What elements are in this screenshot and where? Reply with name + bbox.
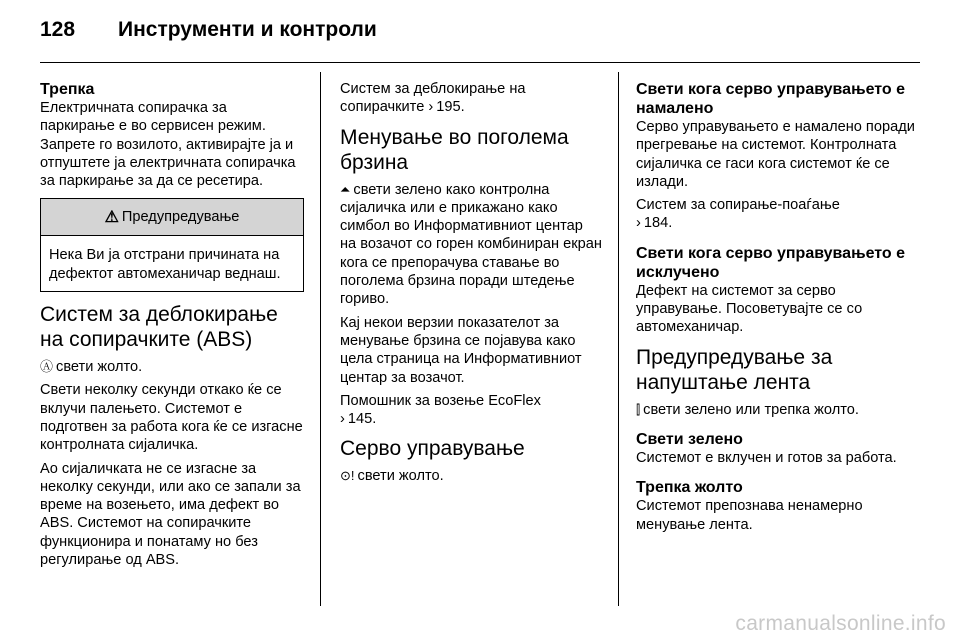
paragraph: [340, 467, 602, 485]
section-heading: Систем за деблокирање на сопирачките (ABS): [40, 303, 278, 352]
column-divider: [618, 72, 619, 606]
paragraph: Кај некои верзии показателот за менување брзина се појавува како цела страница на Информативниот центар за возачот.: [340, 314, 582, 386]
chapter-title: Инструменти и контроли: [118, 18, 377, 41]
paragraph: Свети неколку секунди откако ќе се вклучи палењето. Системот е подготвен за работа кога ќе се изгасне контролната сијаличка.: [40, 382, 303, 454]
lane-departure-icon: ⫿: [636, 401, 641, 417]
warning-title: Предупредување: [121, 209, 240, 226]
page-header: [40, 18, 377, 48]
column-2: [340, 80, 602, 491]
paragraph: [340, 392, 602, 429]
column-3: [636, 80, 922, 539]
paragraph: [636, 196, 922, 233]
paragraph: Дефект на системот за серво управување. Посоветувајте се со автомеханичар.: [636, 282, 863, 336]
column-1: [40, 80, 304, 574]
section-heading: Серво управување: [340, 437, 525, 461]
warning-icon: ⚠: [104, 209, 119, 227]
abs-status: свети жолто.: [56, 359, 143, 376]
paragraph: Системот е вклучен и готов за работа.: [636, 449, 897, 466]
page-reference: 145.: [347, 411, 377, 428]
warning-header: [41, 199, 303, 236]
column-divider: [320, 72, 321, 606]
shift-text: свети зелено како контролна сијаличка или е прикажано како симбол во Информативниот центар на возачот со горен комбиниран екран кога се препорачува ставање во поголема брзина поради штедење гориво.: [340, 181, 602, 308]
paragraph: Серво управувањето е намалено поради прегревање на системот. Контролната сијаличка се гаси кога системот ќе се излади.: [636, 119, 915, 190]
lane-status: свети зелено или трепка жолто.: [643, 401, 859, 418]
paragraph: [340, 80, 602, 117]
servo-warning-icon: ⊙!: [340, 468, 355, 484]
cross-reference-text: Помошник за возење EcoFlex: [340, 392, 541, 409]
watermark: carmanualsonline.info: [735, 612, 946, 635]
reference-arrow-icon: ›: [636, 215, 641, 232]
section-heading: Трепка: [40, 81, 95, 98]
paragraph: Ао сијаличката не се изгасне за неколку секунди, или ако се запали за време на возењето, има дефект во ABS. Системот на сопирачките функционира и понатаму но без регулирање од ABS.: [40, 460, 301, 569]
reference-arrow-icon: ›: [428, 99, 434, 116]
warning-text: Нека Ви ја отстрани причината на дефектот автомеханичар веднаш.: [49, 247, 281, 282]
servo-status: свети жолто.: [357, 468, 444, 485]
paragraph: [340, 181, 602, 309]
page-reference: 195.: [436, 99, 465, 116]
header-divider: [40, 62, 920, 63]
cross-reference-text: Систем за сопирање-поаѓање: [636, 197, 840, 214]
section-heading: Трепка жолто: [636, 479, 743, 497]
page-reference: 184.: [643, 215, 673, 232]
section-heading: Свети зелено: [636, 430, 743, 448]
paragraph: Системот препознава ненамерно менување лента.: [636, 498, 863, 533]
paragraph: [40, 358, 304, 376]
abs-icon: Ⓐ: [40, 359, 54, 375]
cross-reference-text: Систем за деблокирање на сопирачките: [340, 81, 526, 116]
page-number: 128: [40, 18, 76, 41]
section-heading: Предупредување за напуштање лента: [636, 345, 833, 394]
paragraph: Електричната сопирачка за паркирање е во сервисен режим. Запрете го возилото, активирајте ја и отпуштете ја електричната сопирачка за паркирање за да се ресетира.: [40, 100, 296, 190]
warning-box: [40, 198, 304, 292]
section-heading: Свети кога серво управувањето е исклучено: [636, 244, 905, 281]
shift-up-icon: ⏶: [340, 181, 351, 197]
section-heading: Менување во поголема брзина: [340, 125, 569, 174]
reference-arrow-icon: ›: [340, 411, 345, 428]
paragraph: [636, 401, 922, 419]
section-heading: Свети кога серво управувањето е намалено: [636, 81, 905, 117]
